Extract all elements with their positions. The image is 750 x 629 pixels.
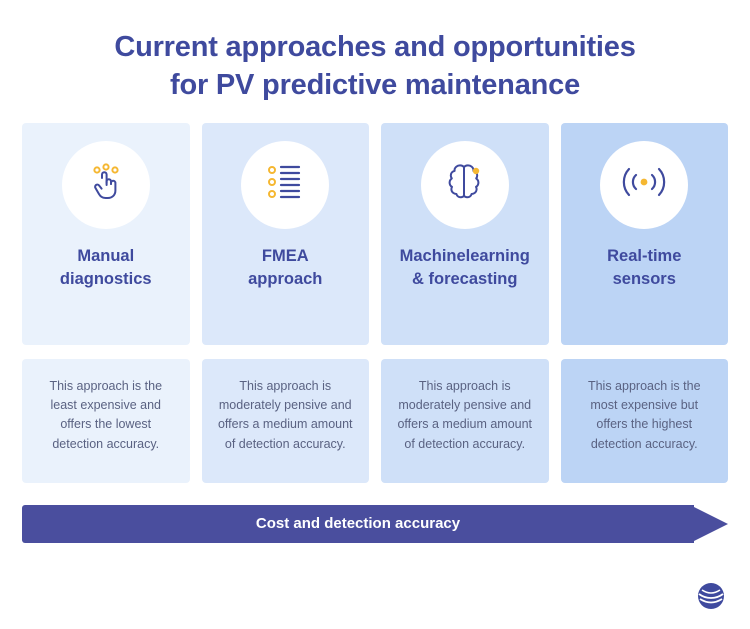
approach-card-header	[202, 123, 370, 345]
approach-description: This approach is the most expensive but offers the highest detection accuracy.	[587, 378, 701, 451]
hand-tap-icon	[83, 159, 129, 210]
approach-description-card	[381, 359, 549, 483]
icon-circle	[421, 141, 509, 229]
page-title-line-2: for PV predictive maintenance	[170, 69, 580, 102]
arrow-label: Cost and detection accuracy	[255, 515, 461, 533]
approach-columns	[0, 105, 750, 483]
approach-label-line-2: sensors	[612, 270, 676, 289]
approach-description-card	[22, 359, 190, 483]
icon-circle	[600, 141, 688, 229]
approach-label-line-1: Real-time	[607, 246, 682, 265]
approach-description: This approach is moderately pensive and offers a medium amount of detection accuracy.	[217, 378, 353, 451]
approach-description: This approach is moderately pensive and offers a medium amount of detection accuracy.	[397, 378, 533, 451]
approach-label	[599, 245, 689, 293]
approach-label	[240, 245, 330, 293]
approach-label	[392, 245, 538, 293]
icon-circle	[241, 141, 329, 229]
approach-card-header	[561, 123, 729, 345]
arrow-head-icon	[690, 505, 728, 543]
approach-label-line-1: Machinelearning	[399, 246, 530, 265]
approach-column-manual-diagnostics	[22, 123, 190, 483]
approach-card-header	[381, 123, 549, 345]
page-title	[0, 0, 750, 105]
icon-circle	[62, 141, 150, 229]
globe-logo	[696, 581, 726, 611]
page-title-line-1: Current approaches and opportunities	[114, 31, 636, 63]
approach-label-line-2: & forecasting	[412, 270, 518, 289]
approach-label-line-2: approach	[248, 270, 323, 289]
approach-column-real-time-sensors	[561, 123, 729, 483]
approach-description-card	[561, 359, 729, 483]
approach-description-card	[202, 359, 370, 483]
approach-column-machine-learning	[381, 123, 549, 483]
approach-card-header	[22, 123, 190, 345]
brain-icon	[442, 160, 488, 209]
approach-label-line-1: Manual	[77, 246, 135, 265]
approach-label-line-1: FMEA	[261, 246, 309, 265]
approach-column-fmea-approach	[202, 123, 370, 483]
approach-description: This approach is the least expensive and offers the lowest detection accuracy.	[49, 378, 163, 451]
checklist-icon	[263, 160, 307, 209]
approach-label	[52, 245, 160, 293]
approach-label-line-2: diagnostics	[59, 270, 152, 289]
cost-accuracy-arrow	[22, 505, 728, 543]
signal-sensor-icon	[619, 162, 669, 207]
